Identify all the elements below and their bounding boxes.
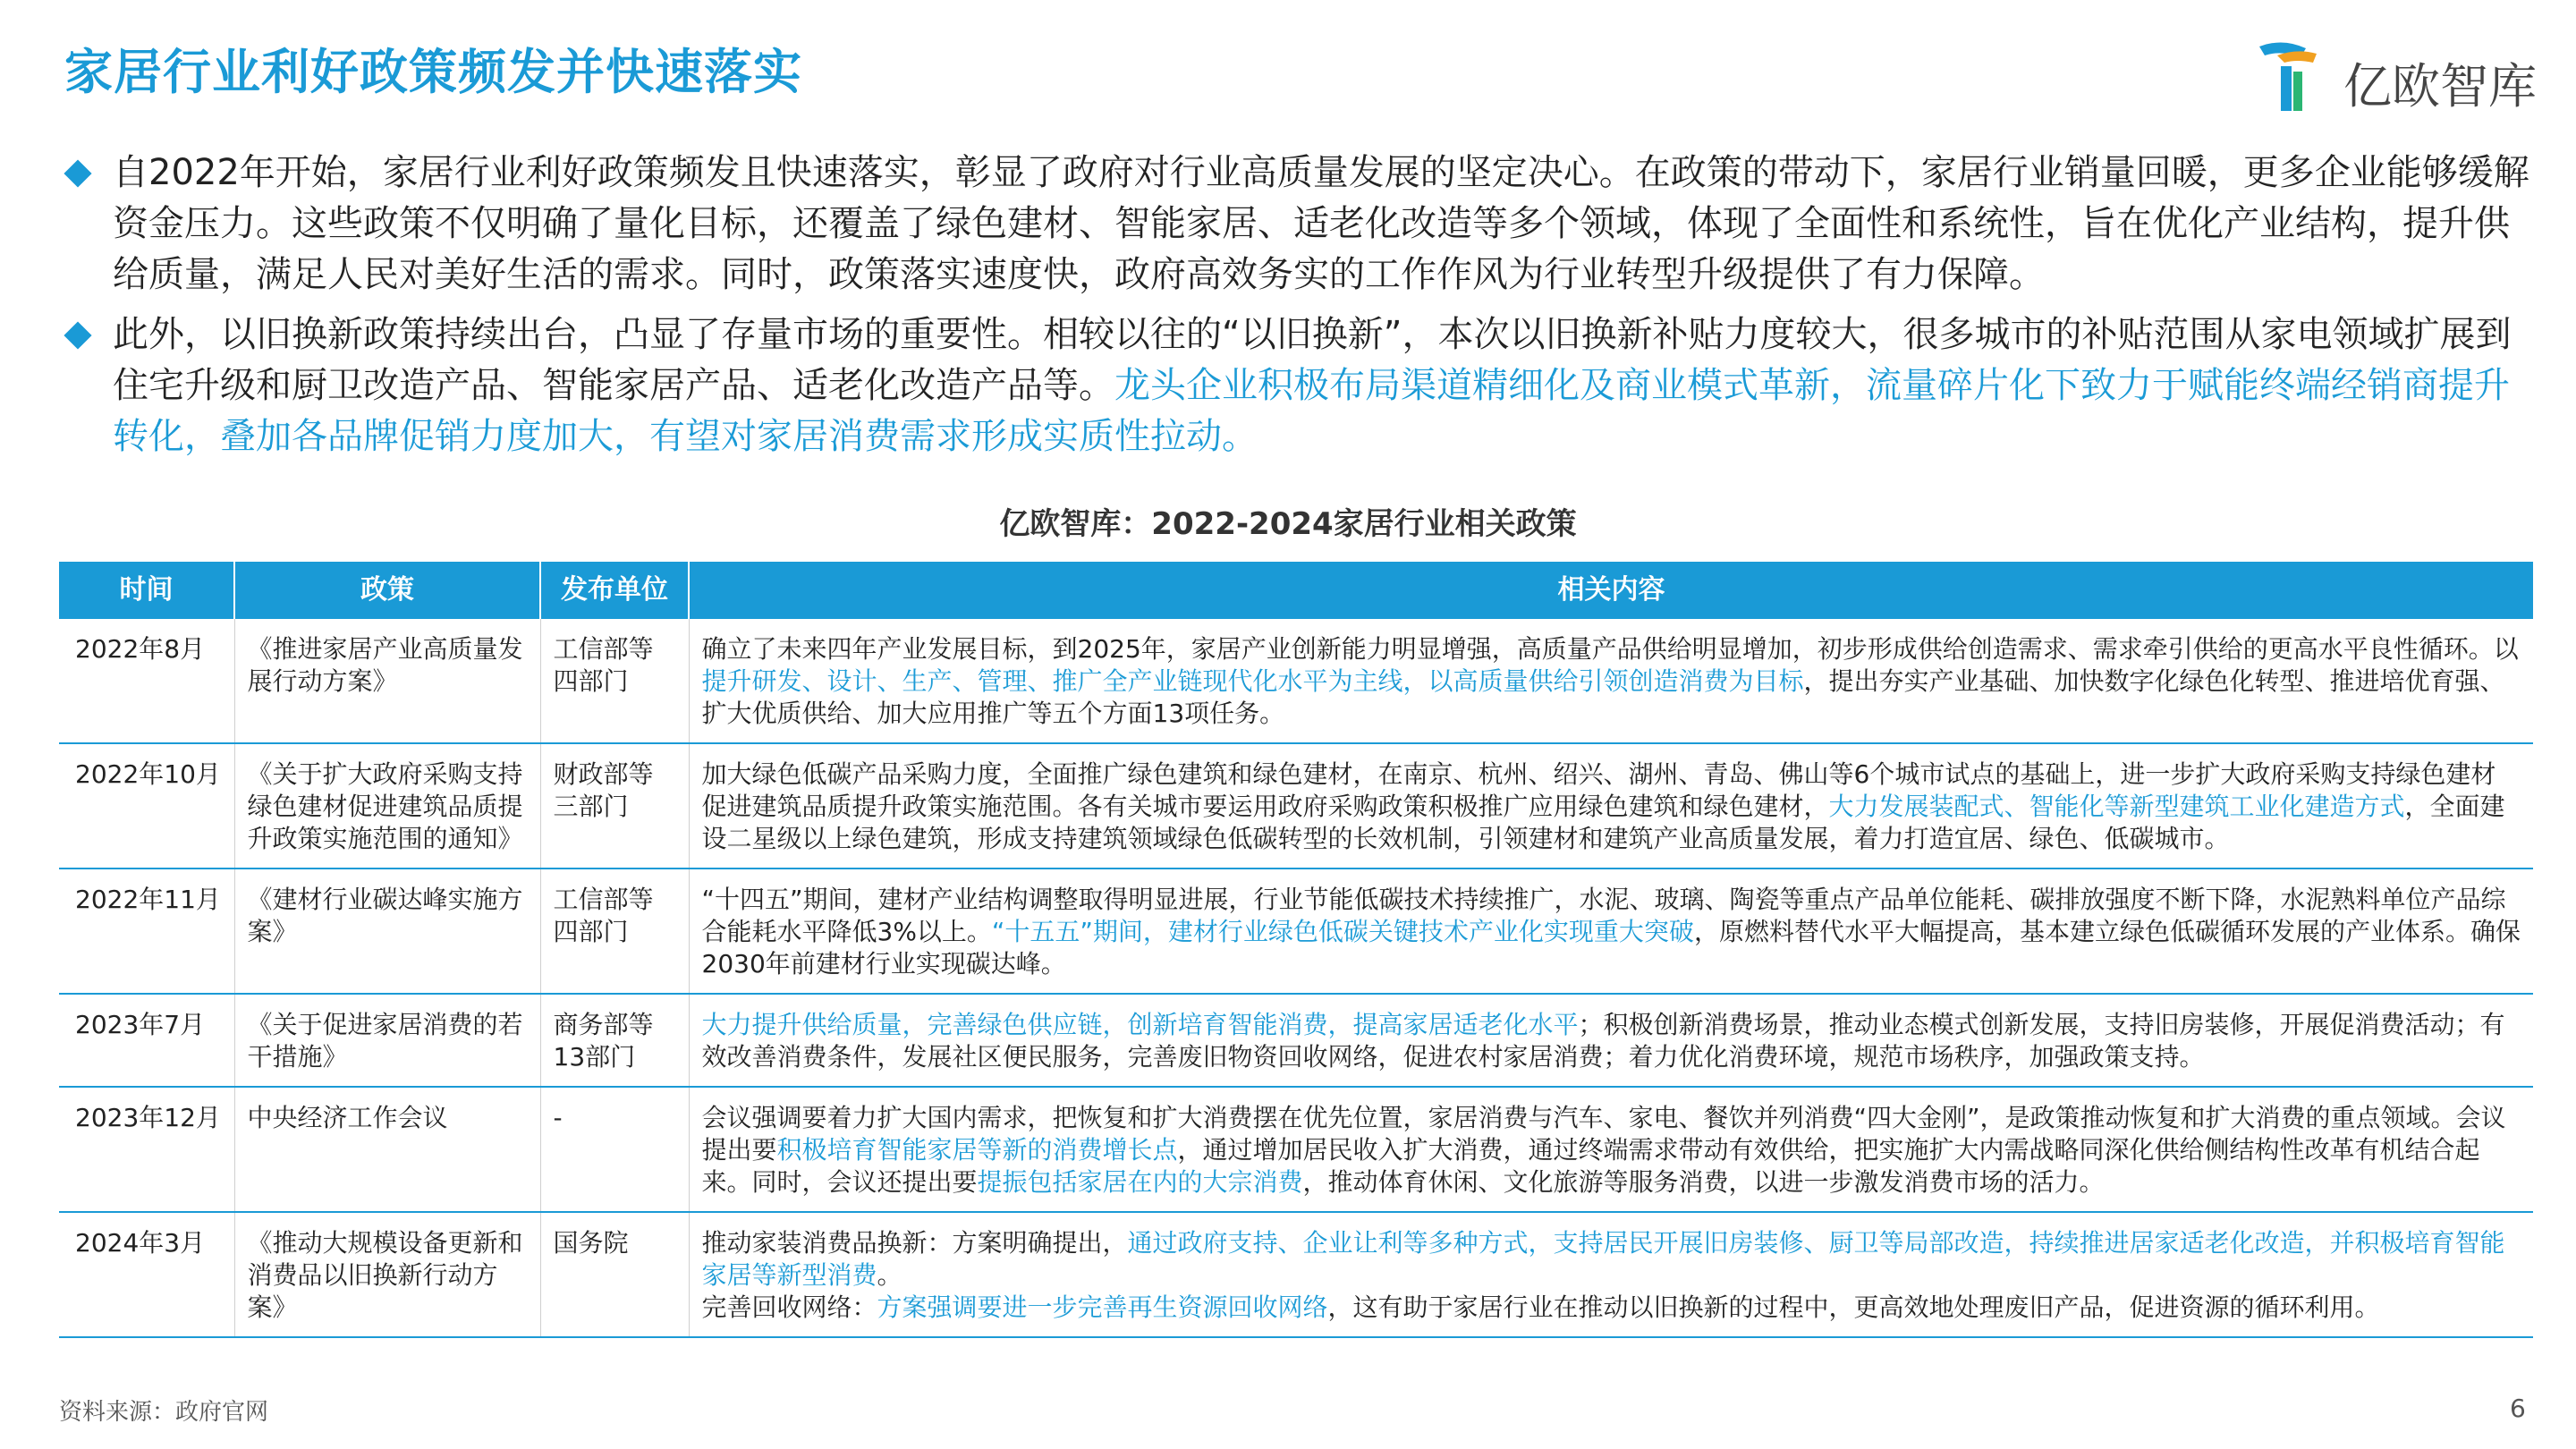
table-row (59, 1212, 2533, 1337)
table-header-row (59, 562, 2533, 619)
cell-issuer: 财政部等三部门 (540, 743, 689, 869)
cell-content: 推动家装消费品换新：方案明确提出，通过政府支持、企业让利等多种方式，支持居民开展旧房装修、厨卫等局部改造，持续推进居家适老化改造，并积极培育智能家居等新型消费。 完善回收网络：方案强调要进一步完善再生资源回收网络，这有助于家居行业在推动以旧换新的过程中，更高效地处理废旧产品，促进资源的循环利用。 (689, 1212, 2533, 1337)
bullet-text: 自2022年开始，家居行业利好政策频发且快速落实，彰显了政府对行业高质量发展的坚定决心。在政策的带动下，家居行业销量回暖，更多企业能够缓解资金压力。这些政策不仅明确了量化目标，还覆盖了绿色建材、智能家居、适老化改造等多个领域，体现了全面性和系统性，旨在优化产业结构，提升供给质量，满足人民对美好生活的需求。同时，政策落实速度快，政府高效务实的工作作风为行业转型升级提供了有力保障。 (113, 152, 2529, 295)
bullet-text: 此外，以旧换新政策持续出台，凸显了存量市场的重要性。相较以往的“以旧换新”，本次以旧换新补贴力度较大，很多城市的补贴范围从家电领域扩展到住宅升级和厨卫改造产品、智能家居产品、适老化改造产品等。 (113, 314, 2512, 406)
table-title: 亿欧智库：2022-2024家居行业相关政策 (999, 506, 1577, 542)
cell-content: “十四五”期间，建材产业结构调整取得明显进展，行业节能低碳技术持续推广，水泥、玻璃、陶瓷等重点产品单位能耗、碳排放强度不断下降，水泥熟料单位产品综合能耗水平降低3%以上。“十五五”期间，建材行业绿色低碳关键技术产业化实现重大突破，原燃料替代水平大幅提高，基本建立绿色低碳循环发展的产业体系。确保2030年前建材行业实现碳达峰。 (689, 869, 2533, 994)
page-number: 6 (2510, 1394, 2526, 1423)
cell-time: 2022年11月 (59, 869, 234, 994)
cell-policy: 《关于扩大政府采购支持绿色建材促进建筑品质提升政策实施范围的通知》 (234, 743, 540, 869)
column-header-time: 时间 (59, 562, 234, 619)
page-title: 家居行业利好政策频发并快速落实 (64, 44, 802, 100)
cell-time: 2022年10月 (59, 743, 234, 869)
cell-content: 大力提升供给质量，完善绿色供应链，创新培育智能消费，提高家居适老化水平；积极创新消费场景，推动业态模式创新发展，支持旧房装修，开展促消费活动；有效改善消费条件，发展社区便民服务，完善废旧物资回收网络，促进农村家居消费；着力优化消费环境，规范市场秩序，加强政策支持。 (689, 994, 2533, 1087)
logo-text: 亿欧智库 (2343, 58, 2537, 114)
cell-policy: 《推进家居产业高质量发展行动方案》 (234, 619, 540, 743)
cell-policy: 《推动大规模设备更新和消费品以旧换新行动方案》 (234, 1212, 540, 1337)
table-row (59, 743, 2533, 869)
bullet-item (63, 309, 2540, 462)
cell-issuer: 商务部等13部门 (540, 994, 689, 1087)
table-row (59, 994, 2533, 1087)
column-header-policy: 政策 (234, 562, 540, 619)
cell-content: 会议强调要着力扩大国内需求，把恢复和扩大消费摆在优先位置，家居消费与汽车、家电、餐饮并列消费“四大金刚”，是政策推动恢复和扩大消费的重点领域。会议提出要积极培育智能家居等新的消费增长点，通过增加居民收入扩大消费，通过终端需求带动有效供给，把实施扩大内需战略同深化供给侧结构性改革有机结合起来。同时，会议还提出要提振包括家居在内的大宗消费，推动体育休闲、文化旅游等服务消费，以进一步激发消费市场的活力。 (689, 1087, 2533, 1212)
bullet-item (63, 148, 2540, 301)
cell-policy: 《建材行业碳达峰实施方案》 (234, 869, 540, 994)
cell-time: 2023年12月 (59, 1087, 234, 1212)
cell-content: 加大绿色低碳产品采购力度，全面推广绿色建筑和绿色建材，在南京、杭州、绍兴、湖州、青岛、佛山等6个城市试点的基础上，进一步扩大政府采购支持绿色建材促进建筑品质提升政策实施范围。各有关城市要运用政府采购政策积极推广应用绿色建筑和绿色建材，大力发展装配式、智能化等新型建筑工业化建造方式，全面建设二星级以上绿色建筑，形成支持建筑领域绿色低碳转型的长效机制，引领建材和建筑产业高质量发展，着力打造宜居、绿色、低碳城市。 (689, 743, 2533, 869)
cell-time: 2022年8月 (59, 619, 234, 743)
cell-issuer: 国务院 (540, 1212, 689, 1337)
table-row (59, 619, 2533, 743)
yiou-logo-icon (2254, 36, 2334, 116)
cell-content: 确立了未来四年产业发展目标，到2025年，家居产业创新能力明显增强，高质量产品供给明显增加，初步形成供给创造需求、需求牵引供给的更高水平良性循环。以提升研发、设计、生产、管理、推广全产业链现代化水平为主线，以高质量供给引领创造消费为目标，提出夯实产业基础、加快数字化绿色化转型、推进培优育强、扩大优质供给、加大应用推广等五个方面13项任务。 (689, 619, 2533, 743)
bullet-list (63, 148, 2540, 471)
logo (2254, 36, 2540, 116)
cell-time: 2023年7月 (59, 994, 234, 1087)
cell-issuer: 工信部等四部门 (540, 619, 689, 743)
table-row (59, 869, 2533, 994)
table-row (59, 1087, 2533, 1212)
cell-issuer: - (540, 1087, 689, 1212)
bullet-highlight: 龙头企业积极布局渠道精细化及商业模式革新，流量碎片化下致力于赋能终端经销商提升转化，叠加各品牌促销力度加大，有望对家居消费需求形成实质性拉动。 (113, 365, 2510, 457)
source-note: 资料来源：政府官网 (59, 1399, 269, 1426)
cell-policy: 《关于促进家居消费的若干措施》 (234, 994, 540, 1087)
cell-time: 2024年3月 (59, 1212, 234, 1337)
diamond-bullet-icon (64, 159, 91, 187)
cell-policy: 中央经济工作会议 (234, 1087, 540, 1212)
cell-issuer: 工信部等四部门 (540, 869, 689, 994)
diamond-bullet-icon (64, 321, 91, 349)
column-header-content: 相关内容 (689, 562, 2533, 619)
policy-table (59, 562, 2533, 1338)
column-header-issuer: 发布单位 (540, 562, 689, 619)
